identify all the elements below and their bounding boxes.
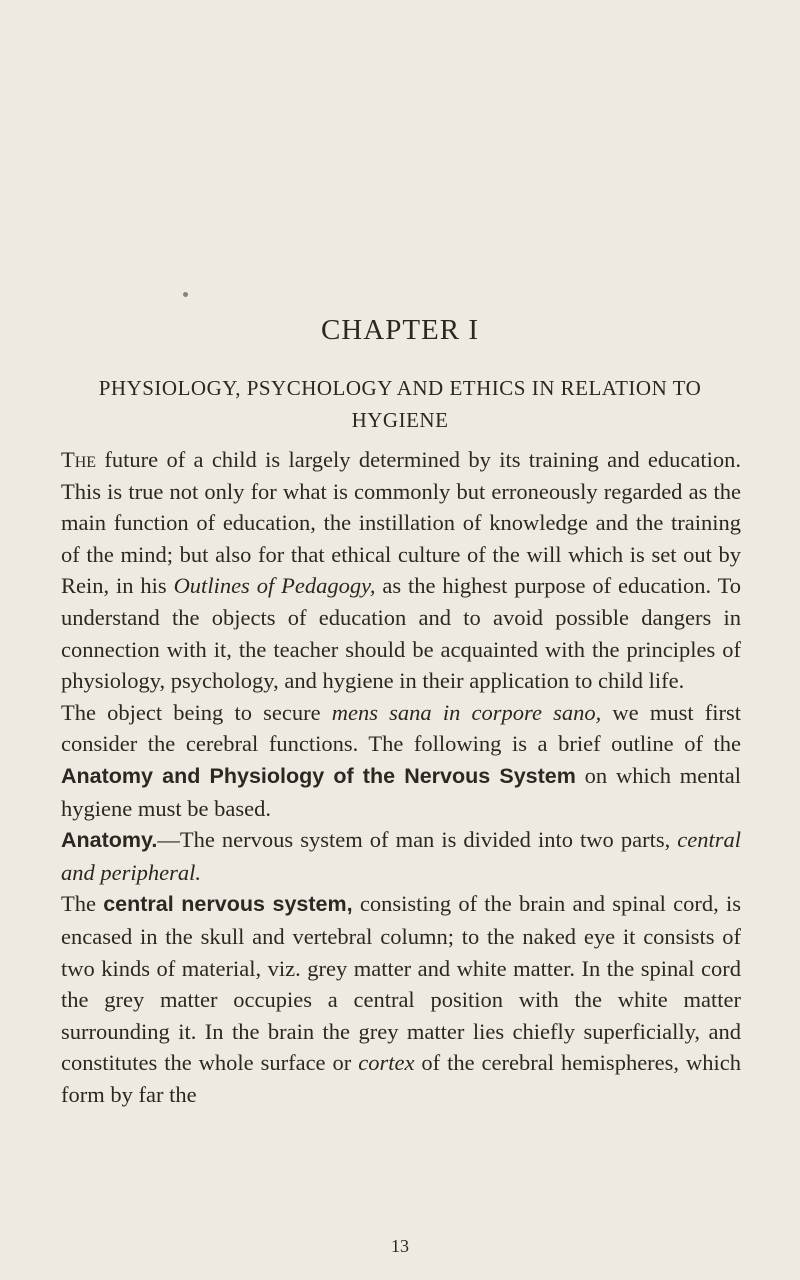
paragraph-1: [61, 444, 741, 697]
central-peripheral-italic: central and peripheral.: [61, 827, 741, 885]
book-title-italic: Outlines of Pedagogy,: [173, 573, 376, 599]
paragraph-4-text-a: The: [61, 891, 104, 917]
chapter-heading: CHAPTER I: [320, 314, 480, 346]
central-nervous-system-bold: central nervous system,: [103, 892, 353, 917]
paragraph-4-text-b: consisting of the brain and spinal cord, is encased in the skull and vertebral column; to the naked eye it consists of two kinds of material, viz. grey matter and white matter. In the spinal cord the grey matter occupies a central position with the white matter surrounding it. In the brain the grey matter lies chiefly superficially, and constitutes the whole surface or: [61, 891, 742, 1076]
paragraph-1-text-b: as the highest purpose of education. To understand the objects of education and to avoid possible dangers in connection with it, the teacher should be acquainted with the principles of physiology, psychology, and hygiene in their application to child life.: [61, 573, 741, 694]
paragraph-3-text-a: —The nervous system of man is divided into two parts,: [157, 827, 678, 853]
paper-speck: [183, 292, 188, 297]
paragraph-2-text-a: The object being to secure: [61, 699, 332, 725]
section-title: PHYSIOLOGY, PSYCHOLOGY AND ETHICS IN RELATION TO HYGIENE: [98, 376, 702, 432]
page-number: 13: [391, 1236, 409, 1256]
bold-topic-phrase: Anatomy and Physiology of the Nervous System: [61, 763, 576, 788]
paragraph-2: [61, 697, 741, 824]
body-text: [61, 444, 741, 1110]
paragraph-1-text-a: future of a child is largely determined by its training and education. This is true not only for what is commonly but erroneously regarded as the main function of education, the instillation of knowledge and the training of the mind; but also for that ethical culture of the will which is set out by Rein, in his: [61, 447, 741, 599]
cortex-italic: cortex: [358, 1050, 415, 1076]
paragraph-2-text-c: on which mental hygiene must be based.: [61, 762, 741, 821]
paragraph-2-text-b: we must first consider the cerebral functions. The following is a brief outline of the: [61, 699, 741, 757]
latin-phrase: mens sana in corpore sano,: [331, 699, 602, 725]
paragraph-3: [61, 824, 741, 888]
paragraph-4-text-c: of the cerebral hemispheres, which form by far the: [61, 1050, 741, 1107]
anatomy-heading: Anatomy.: [61, 828, 158, 853]
paragraph-4: [61, 888, 741, 1110]
small-caps-opening: The: [61, 447, 97, 472]
